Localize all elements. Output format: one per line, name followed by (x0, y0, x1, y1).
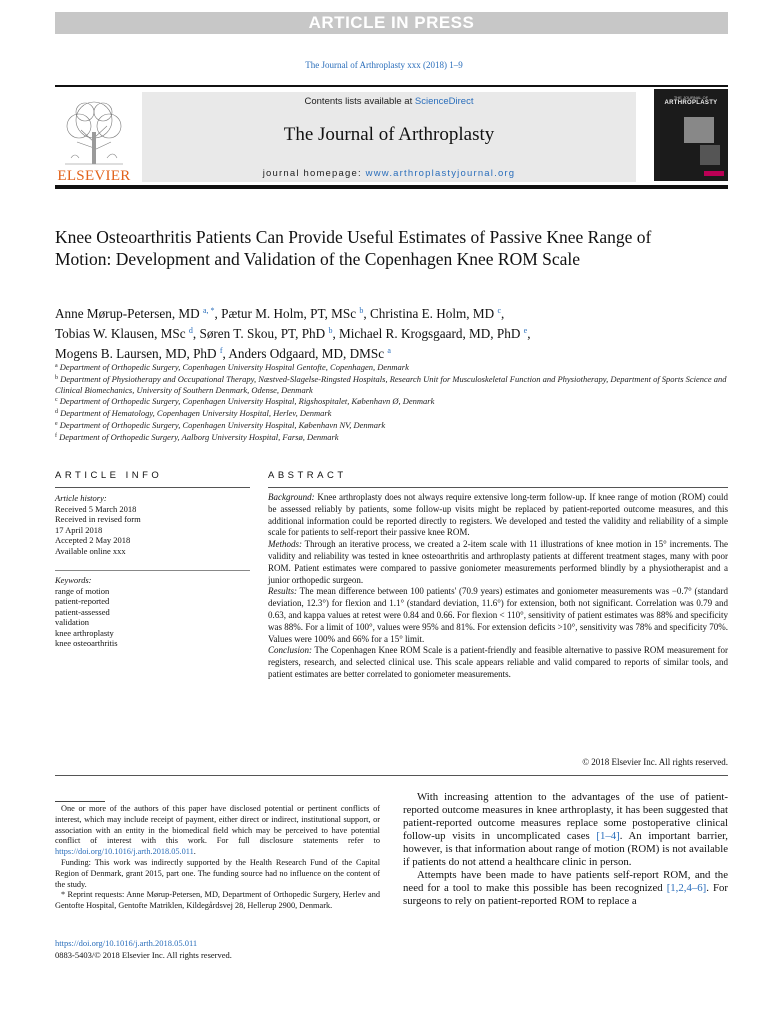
history-line: Accepted 2 May 2018 (55, 535, 131, 545)
history-line: Available online xxx (55, 545, 126, 556)
author-sup[interactable]: b (359, 306, 364, 315)
history-label: Article history: (55, 493, 107, 503)
footnote-rule (55, 801, 105, 802)
keywords (55, 575, 250, 649)
author[interactable]: Søren T. Skou, PT, PhD (199, 326, 326, 341)
keywords-label: Keywords: (55, 575, 92, 585)
affiliation: $^d$ Department of Hematology, Copenhagen University Hospital, Herlev, Denmark (55, 408, 332, 419)
body-text (403, 791, 728, 908)
header-bottom-rule (55, 185, 728, 189)
contents-line (142, 96, 636, 107)
header-top-rule (55, 85, 728, 87)
contents-prefix: Contents lists available at (304, 96, 415, 107)
author[interactable]: Anne Mørup-Petersen, MD (55, 306, 200, 321)
article-title: Knee Osteoarthritis Patients Can Provide Useful Estimates of Passive Knee Range of Motion: Development and Validation of the Copenhagen Knee ROM Scale (55, 227, 652, 269)
disclosure-link[interactable]: https://doi.org/10.1016/j.arth.2018.05.011 (55, 847, 194, 857)
author[interactable]: Christina E. Holm, MD (369, 306, 495, 321)
keyword: patient-reported (55, 596, 110, 606)
keyword: validation (55, 617, 89, 627)
abstract-rule (268, 487, 728, 488)
affiliation: $^c$ Department of Orthopedic Surgery, Copenhagen University Hospital, Rigshospitalet, København Ø, Denmark (55, 396, 435, 407)
article-in-press-banner: ARTICLE IN PRESS (55, 12, 728, 34)
author-sup[interactable]: e (523, 326, 528, 335)
journal-title: The Journal of Arthroplasty (283, 124, 495, 145)
homepage-line (142, 168, 636, 179)
author[interactable]: Anders Odgaard, MD, DMSc (228, 346, 385, 361)
footnote-reprint: * Reprint requests: Anne Mørup-Petersen, MD, Department of Orthopedic Surgery, Herlev and Gentofte Hospital, Gentofte Matriklen, Kildegårdsvej 28, Hellerup 2900, Denmark. (55, 890, 380, 911)
keyword: range of motion (55, 585, 110, 596)
footnote-disclosure: One or more of the authors of this paper have disclosed potential or pertinent conflicts of interest, which may include receipt of payment, either direct or indirect, institutional support, or association with an entity in the biomedical field which may be perceived to have potential conflict of interest with this work. For full disclosure statements refer to https://doi.org/10.1016/j.arth.2018.05.011. (55, 804, 380, 857)
affiliations (55, 361, 735, 443)
body-paragraph: With increasing attention to the advantages of the use of patient-reported outcome measures in knee arthroplasty, it has been suggested that patient-reported outcome measures replace some postoperative clinical follow-up visits in uncomplicated cases [1–4]. An important barrier, however, is that information about range of motion (ROM) is not available if patients do not attend a healthcare clinic in person. (403, 791, 728, 868)
abstract-results: Results: The mean difference between 100 patients' (70.9 years) estimates and goniometer measurements was −0.7° (standard deviation, 12.3°) for flexion and 1.1° (standard deviation, 11.6°) for extension, both not significant. Correlation was 0.79 and 0.63, and kappa values at retest were 0.84 and 0.66. For flexion < 110°, sensitivity of patient estimates was 88% and specificity was 88%. For a limit of 100°, values were 95% and 81%. For extension deficits >10°, sensitivity was 78% and specificity 70%. Values were 100% and 66% for a 15° limit. (268, 586, 729, 644)
cover-line1: THE JOURNAL OF (673, 95, 709, 100)
cover-figure-2 (700, 145, 720, 165)
reference-link[interactable]: [1–4] (596, 830, 620, 842)
article-info-rule (55, 487, 250, 488)
history-line: Received 5 March 2018 (55, 503, 137, 514)
author-list: Anne Mørup-Petersen, MD $^{a, *}$, Pætur M. Holm, PT, MSc $^b$, Christina E. Holm, MD $^c$, Tobias W. Klausen, MSc $^d$, Søren T. Skou, PT, PhD $^b$, Michael R. Krogsgaard, MD, PhD $^e$, Mogens B. Laursen, MD, PhD $^f$, Anders Odgaard, MD, DMSc $^a$ (55, 306, 531, 361)
homepage-link[interactable]: www.arthroplastyjournal.org (365, 168, 516, 179)
author-sup[interactable]: b (328, 326, 333, 335)
author[interactable]: Pætur M. Holm, PT, MSc (221, 306, 357, 321)
cover-line2: ARTHROPLASTY (664, 100, 718, 106)
keywords-rule (55, 570, 250, 571)
abstract-copyright: © 2018 Elsevier Inc. All rights reserved. (582, 757, 728, 767)
author-sup[interactable]: c (497, 306, 502, 315)
doi-link[interactable]: https://doi.org/10.1016/j.arth.2018.05.011 (55, 938, 198, 948)
body-paragraph: Attempts have been made to have patients self-report ROM, and the need for a tool to make this possible has been recognized [1,2,4–6]. For surgeons to rely on patient-reported ROM to replace a (403, 869, 728, 907)
author[interactable]: Tobias W. Klausen, MSc (55, 326, 186, 341)
affiliation: $^b$ Department of Physiotherapy and Occupational Therapy, Næstved-Slagelse-Ringsted Hospitals, Research Unit for Musculoskeletal Function and Physiotherapy, Department of Sports Science and Clinical Biomechanics, University of Southern Denmark, Odense, Denmark (55, 373, 727, 395)
footnote-funding: Funding: This work was indirectly supported by the Health Research Fund of the Capital Region of Denmark, grant 2015, part one. The funding source had no influence on the content of the study. (55, 857, 380, 889)
author-sup[interactable]: d (188, 326, 193, 335)
cover-figure (684, 117, 714, 143)
article-history (55, 493, 250, 556)
keyword: patient-assessed (55, 606, 110, 617)
issn-line: 0883-5403/© 2018 Elsevier Inc. All rights reserved. (55, 950, 232, 960)
elsevier-wordmark: ELSEVIER (57, 168, 131, 184)
reference-link[interactable]: [1,2,4–6] (666, 882, 707, 894)
author[interactable]: Mogens B. Laursen, MD, PhD (55, 346, 217, 361)
journal-cover-thumbnail[interactable] (654, 89, 728, 181)
abstract-background: Background: Knee arthroplasty does not always require extensive long-term follow-up. If knee range of motion (ROM) could be assessed reliably by patients, some follow-up visits might be replaced by patient-reported outcome measures, and this additional information could be reported directly to registers. We developed and tested the validity and reliability of a simple scale for patients to self-report their passive knee ROM. (268, 492, 728, 538)
history-line: Received in revised form (55, 514, 141, 524)
journal-citation[interactable]: The Journal of Arthroplasty xxx (2018) 1–9 (305, 60, 463, 70)
history-line: 17 April 2018 (55, 524, 103, 535)
homepage-prefix: journal homepage: (262, 168, 366, 179)
author-sup[interactable]: a (387, 346, 391, 355)
footnotes (55, 804, 380, 912)
abstract-conclusion: Conclusion: The Copenhagen Knee ROM Scale is a patient-friendly and feasible alternative to passive ROM measurement for registers, research, and selected clinical use. This scale appears reliable and valid compared to reports of similar tools, and patient estimates are better correlated to goniometer measurements. (268, 645, 728, 679)
author[interactable]: Michael R. Krogsgaard, MD, PhD (339, 326, 521, 341)
abstract-heading: ABSTRACT (268, 470, 347, 481)
keyword: knee osteoarthritis (55, 638, 118, 648)
abstract-body (268, 492, 728, 681)
cover-logo (704, 171, 724, 176)
affiliation: $^e$ Department of Orthopedic Surgery, Copenhagen University Hospital, København NV, Denmark (55, 419, 386, 430)
affiliation: $^f$ Department of Orthopedic Surgery, Aalborg University Hospital, Farsø, Denmark (55, 431, 339, 442)
keyword: knee arthroplasty (55, 627, 114, 638)
affiliation: $^a$ Department of Orthopedic Surgery, Copenhagen University Hospital Gentofte, Copenhagen, Denmark (55, 362, 409, 372)
author-sup[interactable]: a, * (202, 306, 215, 315)
body-separator-rule (55, 775, 728, 776)
abstract-methods: Methods: Through an iterative process, we created a 2-item scale with 11 illustrations of knee motion in 15° increments. The validity and reliability was tested in knee osteoarthritis and arthroplasty patients at different treatment stages, many with poor ROM. Patient estimates were compared to passive goniometer measurements performed blindly by a physiotherapist and a junior orthopedic surgeon. (268, 539, 728, 585)
sciencedirect-link[interactable]: ScienceDirect (414, 96, 474, 107)
author-sup[interactable]: f (219, 346, 223, 355)
article-info-heading: ARTICLE INFO (55, 470, 163, 481)
